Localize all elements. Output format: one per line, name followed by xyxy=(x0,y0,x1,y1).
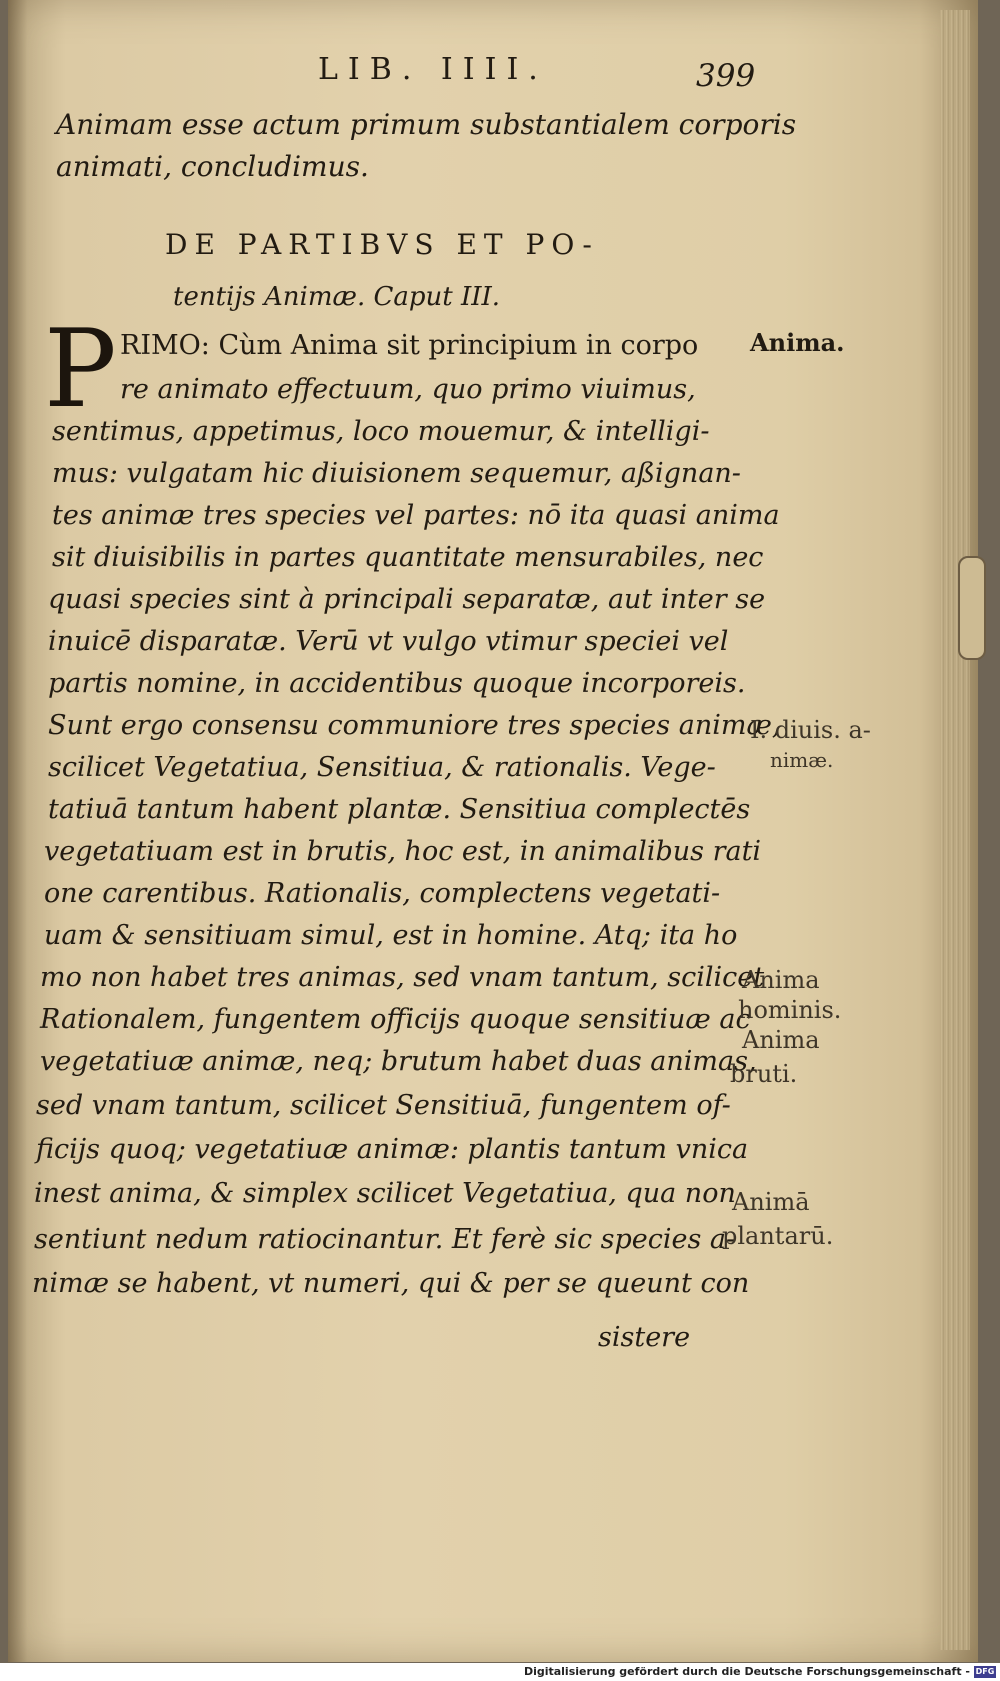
body-line: scilicet Vegetatiua, Sensitiua, & rationalis. Vege- xyxy=(48,752,716,783)
body-line: re animato effectuum, quo primo viuimus, xyxy=(120,374,696,405)
page-edge-stack xyxy=(940,10,970,1650)
marginal-note: Anima xyxy=(742,1026,820,1054)
body-line: vegetatiuam est in brutis, hoc est, in animalibus rati xyxy=(44,836,762,867)
page-number: 399 xyxy=(696,58,756,94)
body-line: tes animæ tres species vel partes: nō ita quasi anima xyxy=(52,500,780,531)
body-line: RIMO: Cùm Anima sit principium in corpo xyxy=(120,330,699,361)
body-line: quasi species sint à principali separatæ, aut inter se xyxy=(48,584,766,615)
body-line: mo non habet tres animas, sed vnam tantum, scilicet xyxy=(40,962,765,993)
footer-bar xyxy=(0,1663,1000,1681)
catchword: sistere xyxy=(598,1322,691,1353)
marginal-note: Anima xyxy=(742,966,820,994)
body-line: sentimus, appetimus, loco mouemur, & intelligi- xyxy=(52,416,710,447)
body-line: inest anima, & simplex scilicet Vegetatiua, qua non xyxy=(34,1178,736,1209)
intro-line: animati, concludimus. xyxy=(56,150,369,183)
marginal-note: bruti. xyxy=(730,1060,798,1088)
body-line: vegetatiuæ animæ, neq; brutum habet duas animas, xyxy=(40,1046,757,1077)
dfg-logo: DFG xyxy=(975,1667,995,1676)
body-line: ficijs quoq; vegetatiuæ animæ: plantis tantum vnica xyxy=(36,1134,749,1165)
book-clasp xyxy=(958,556,986,660)
body-line: sit diuisibilis in partes quantitate mensurabiles, nec xyxy=(52,542,764,573)
drop-cap-initial: P xyxy=(44,307,117,432)
chapter-title: DE PARTIBVS ET PO- xyxy=(165,228,599,261)
running-title: LIB. IIII. xyxy=(318,52,548,87)
body-line: Rationalem, fungentem officijs quoque sensitiuæ ac xyxy=(40,1004,751,1035)
body-line: tatiuā tantum habent plantæ. Sensitiua complectēs xyxy=(48,794,751,825)
marginal-note: plantarū. xyxy=(722,1222,834,1250)
footer-credit: Digitalisierung gefördert durch die Deutsche Forschungsgemeinschaft - xyxy=(523,1665,970,1678)
body-line: nimæ se habent, vt numeri, qui & per se queunt con xyxy=(32,1268,750,1299)
marginal-note: I. diuis. a- xyxy=(750,716,871,744)
marginal-note: hominis. xyxy=(738,996,842,1024)
book-page xyxy=(8,0,978,1662)
chapter-subtitle: tentijs Animæ. Caput III. xyxy=(173,282,501,312)
intro-line: Animam esse actum primum substantialem corporis xyxy=(56,108,797,141)
body-line: partis nomine, in accidentibus quoque incorporeis. xyxy=(48,668,746,699)
marginal-note: Animā xyxy=(732,1188,810,1216)
body-line: mus: vulgatam hic diuisionem sequemur, aßignan- xyxy=(52,458,741,489)
body-line: inuicē disparatæ. Verū vt vulgo vtimur speciei vel xyxy=(48,626,729,657)
body-line: sed vnam tantum, scilicet Sensitiuā, fungentem of- xyxy=(36,1090,731,1121)
body-line: uam & sensitiuam simul, est in homine. Atq; ita ho xyxy=(44,920,738,951)
marginal-note: nimæ. xyxy=(770,748,834,772)
body-line: one carentibus. Rationalis, complectens vegetati- xyxy=(44,878,721,909)
body-line: Sunt ergo consensu communiore tres species animæ, xyxy=(48,710,781,741)
marginal-note: Anima. xyxy=(750,328,845,357)
body-line: sentiunt nedum ratiocinantur. Et ferè sic species a- xyxy=(34,1224,736,1255)
